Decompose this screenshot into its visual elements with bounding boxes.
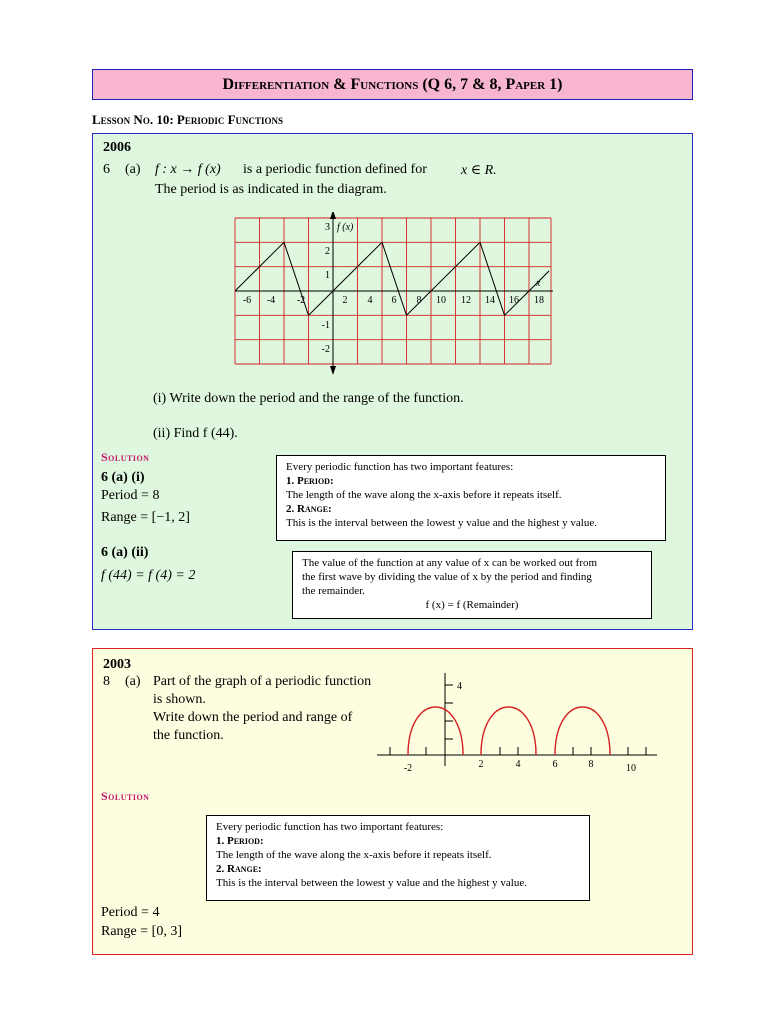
box-line: The length of the wave along the x-axis before it repeats itself. (286, 489, 562, 501)
question-part: (a) (125, 674, 141, 689)
question-line: Part of the graph of a periodic function (153, 674, 372, 689)
box-line: The value of the function at any value of x can be worked out from (302, 557, 598, 569)
answer-ii-label: 6 (a) (ii) (101, 545, 149, 560)
x-tick: 4 (515, 759, 521, 770)
periodic-features-box (276, 455, 666, 541)
x-tick: 10 (626, 763, 636, 774)
answer-i-label: 6 (a) (i) (101, 470, 145, 485)
domain-text: x ∈ R. (461, 163, 497, 178)
x-tick: 14 (485, 295, 495, 306)
box-line: The length of the wave along the x-axis before it repeats itself. (216, 849, 492, 861)
x-tick: 10 (436, 295, 446, 306)
y-tick-neg1: -1 (321, 320, 330, 331)
solution-label: Solution (101, 789, 150, 803)
x-axis-label: x (536, 278, 541, 289)
box-line: This is the interval between the lowest y value and the highest y value. (286, 517, 597, 529)
box-line: 1. Period: (286, 475, 334, 487)
question-2006-panel (92, 133, 693, 630)
page-title: Differentiation & Functions (Q 6, 7 & 8, Paper 1) (92, 69, 693, 100)
question-part: (a) (125, 162, 141, 177)
year-label: 2003 (103, 657, 131, 672)
x-tick: 2 (342, 295, 348, 306)
x-tick: 12 (461, 295, 471, 306)
arc-graph (373, 671, 663, 781)
y-axis-label: f (x) (337, 222, 354, 233)
x-tick: -2 (296, 295, 306, 306)
y-tick-3: 3 (325, 222, 330, 233)
box-line: the first wave by dividing the value of x by the period and finding (302, 571, 592, 583)
box-line: f (x) = f (Remainder) (425, 599, 519, 611)
x-tick: 8 (588, 759, 594, 770)
year-label: 2006 (103, 140, 131, 155)
y-tick-4: 4 (457, 681, 462, 692)
question-line: Write down the period and range of (153, 710, 353, 725)
x-tick: 2 (478, 759, 484, 770)
question-line: the function. (153, 728, 224, 743)
sub-question-i: (i) Write down the period and the range of the function. (153, 391, 464, 406)
lesson-heading: Lesson No. 10: Periodic Functions (92, 112, 284, 127)
y-tick-2: 2 (325, 246, 330, 257)
x-tick: -4 (266, 295, 276, 306)
answer-period: Period = 8 (101, 488, 160, 503)
intro-text: is a periodic function defined for (243, 162, 427, 177)
y-tick-1: 1 (325, 270, 330, 281)
function-notation: f : x → f (x) (155, 162, 221, 177)
x-tick: 4 (367, 295, 373, 306)
box-line: 2. Range: (216, 863, 262, 875)
x-tick: -2 (403, 763, 413, 774)
remainder-box (292, 551, 652, 619)
x-tick: 18 (534, 295, 544, 306)
question-line: is shown. (153, 692, 206, 707)
question-number: 6 (103, 162, 110, 177)
x-tick: -6 (242, 295, 252, 306)
box-line: 1. Period: (216, 835, 264, 847)
question-number: 8 (103, 674, 110, 689)
answer-ii: f (44) = f (4) = 2 (101, 568, 196, 583)
box-line: Every periodic function has two important features: (286, 461, 514, 473)
x-tick: 16 (509, 295, 519, 306)
box-line: 2. Range: (286, 503, 332, 515)
sawtooth-graph (231, 212, 561, 377)
box-line: This is the interval between the lowest y value and the highest y value. (216, 877, 527, 889)
box-line: the remainder. (302, 585, 365, 597)
sub-question-ii: (ii) Find f (44). (153, 426, 238, 441)
answer-range: Range = [−1, 2] (101, 510, 190, 525)
x-tick: 6 (391, 295, 397, 306)
y-tick-neg2: -2 (321, 344, 330, 355)
answer-period: Period = 4 (101, 905, 160, 920)
x-tick: 8 (416, 295, 422, 306)
x-tick: 6 (552, 759, 558, 770)
question-2003-panel (92, 648, 693, 955)
period-note: The period is as indicated in the diagram. (155, 182, 387, 197)
periodic-features-box (206, 815, 590, 901)
answer-range: Range = [0, 3] (101, 924, 182, 939)
box-line: Every periodic function has two important features: (216, 821, 444, 833)
solution-label: Solution (101, 450, 150, 464)
